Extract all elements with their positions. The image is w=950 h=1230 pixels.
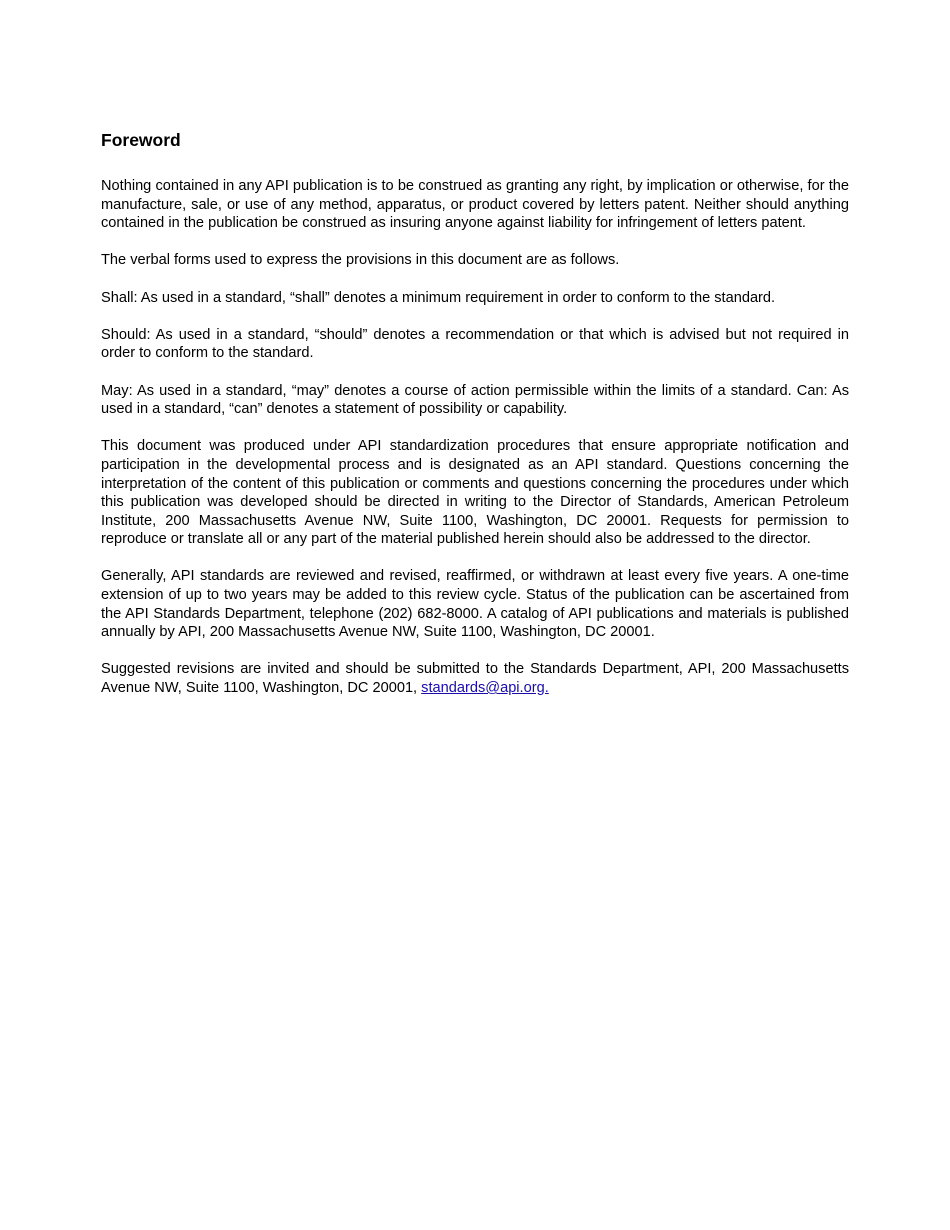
- standards-email-link[interactable]: standards@api.org.: [421, 680, 549, 697]
- suggested-revisions-text: Suggested revisions are invited and should be submitted to the Standards Department, API, 200 Massachusetts Avenue NW, Suite 1100, Washington, DC 20001,: [101, 661, 849, 697]
- paragraph-review-cycle: Generally, API standards are reviewed and revised, reaffirmed, or withdrawn at least every five years. A one-time extension of up to two years may be added to this review cycle. Status of the publication can be ascertained from the API Standards Department, telephone (202) 682-8000. A catalog of API publications and materials is published annually by API, 200 Massachusetts Avenue NW, Suite 1100, Washington, DC 20001.: [101, 568, 849, 641]
- document-page: [101, 128, 849, 716]
- paragraph-may-can-definition: May: As used in a standard, “may” denotes a course of action permissible within the limits of a standard. Can: As used in a standard, “can” denotes a statement of possibility or capability.: [101, 382, 849, 418]
- paragraph-shall-definition: Shall: As used in a standard, “shall” denotes a minimum requirement in order to conform to the standard.: [101, 289, 776, 306]
- paragraph-standardization-procedures: This document was produced under API standardization procedures that ensure appropriate notification and participation in the developmental process and is designated as an API standard. Questions concerning the interpretation of the content of this publication or comments and questions concerning the procedures under which this publication was developed should be directed in writing to the Director of Standards, American Petroleum Institute, 200 Massachusetts Avenue NW, Suite 1100, Washington, DC 20001. Requests for permission to reproduce or translate all or any part of the material published herein should also be addressed to the director.: [101, 438, 849, 548]
- paragraph-should-definition: Should: As used in a standard, “should” denotes a recommendation or that which is advised but not required in order to conform to the standard.: [101, 326, 849, 362]
- paragraph-patent-disclaimer: Nothing contained in any API publication is to be construed as granting any right, by implication or otherwise, for the manufacture, sale, or use of any method, apparatus, or product covered by letters patent. Neither should anything contained in the publication be construed as insuring anyone against liability for infringement of letters patent.: [101, 178, 849, 232]
- paragraph-suggested-revisions: [101, 660, 849, 697]
- page-title: Foreword: [101, 130, 181, 150]
- paragraph-verbal-forms-intro: The verbal forms used to express the provisions in this document are as follows.: [101, 252, 620, 269]
